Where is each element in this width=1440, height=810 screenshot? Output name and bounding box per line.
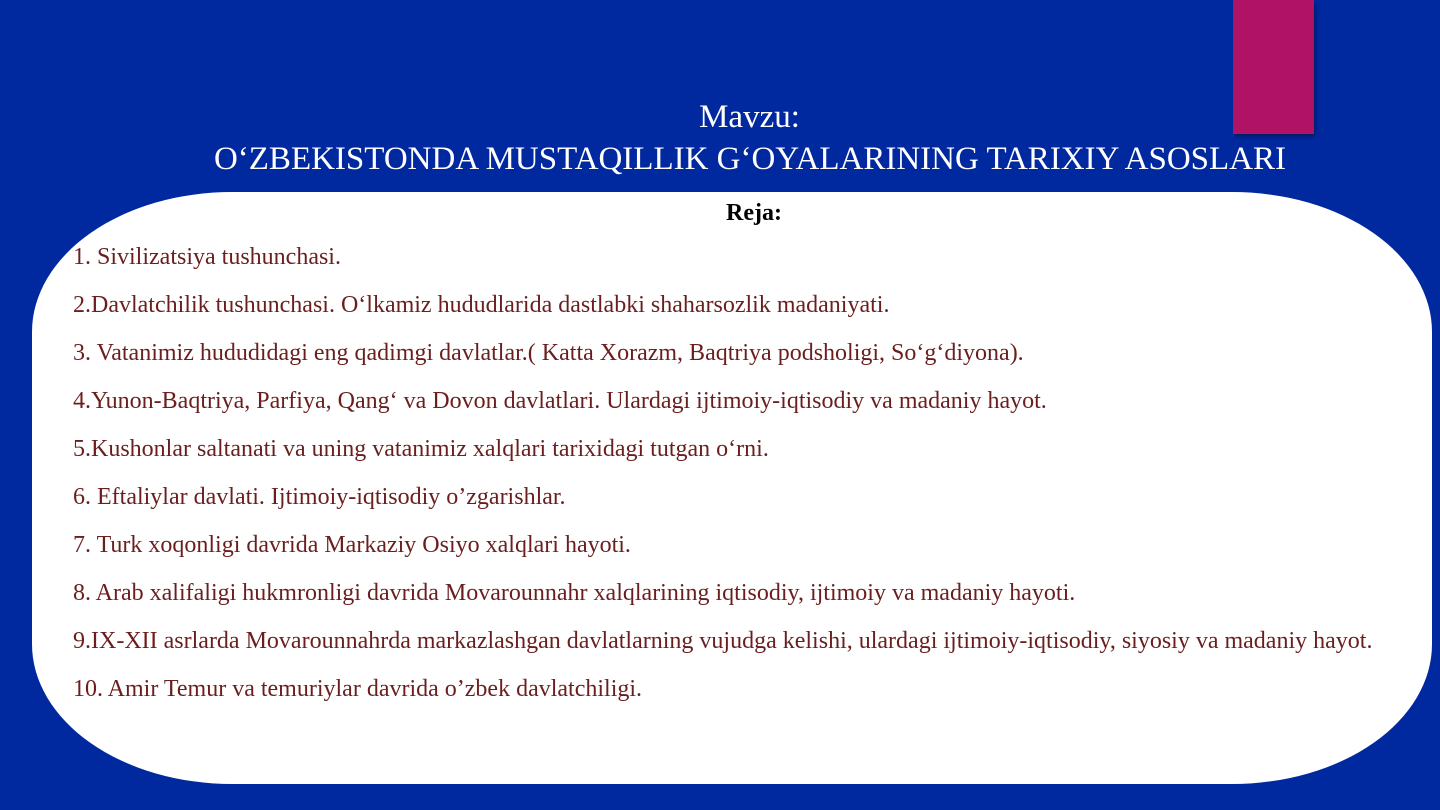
- topic-label: Mavzu:: [699, 99, 800, 135]
- plan-list: [73, 238, 1435, 718]
- plan-item: 1. Sivilizatsiya tushunchasi.: [73, 244, 341, 270]
- plan-item: 2.Davlatchilik tushunchasi. O‘lkamiz hududlarida dastlabki shaharsozlik madaniyati.: [73, 292, 890, 318]
- plan-heading: Reja:: [726, 200, 782, 226]
- plan-item: 9.IX-XII asrlarda Movarounnahrda markazlashgan davlatlarning vujudga kelishi, ulardagi ijtimoiy-iqtisodiy, siyosiy va madaniy hayot.: [73, 628, 1373, 654]
- plan-item: 6. Eftaliylar davlati. Ijtimoiy-iqtisodiy o’zgarishlar.: [73, 484, 566, 510]
- slide-title-block: [60, 98, 1440, 182]
- plan-item: 5.Kushonlar saltanati va uning vatanimiz xalqlari tarixidagi tutgan o‘rni.: [73, 436, 769, 462]
- plan-item: 10. Amir Temur va temuriylar davrida o’zbek davlatchiligi.: [73, 676, 643, 702]
- plan-item: 3. Vatanimiz hududidagi eng qadimgi davlatlar.( Katta Xorazm, Baqtriya podsholigi, So‘g‘diyona).: [73, 340, 1024, 366]
- plan-item: 7. Turk xoqonligi davrida Markaziy Osiyo xalqlari hayoti.: [73, 532, 631, 558]
- slide-title: O‘ZBEKISTONDA MUSTAQILLIK G‘OYALARINING TARIXIY ASOSLARI: [213, 141, 1287, 177]
- plan-item: 8. Arab xalifaligi hukmronligi davrida Movarounnahr xalqlarining iqtisodiy, ijtimoiy va madaniy hayoti.: [73, 580, 1076, 606]
- plan-item: 4.Yunon-Baqtriya, Parfiya, Qang‘ va Dovon davlatlari. Ulardagi ijtimoiy-iqtisodiy va madaniy hayot.: [73, 388, 1047, 414]
